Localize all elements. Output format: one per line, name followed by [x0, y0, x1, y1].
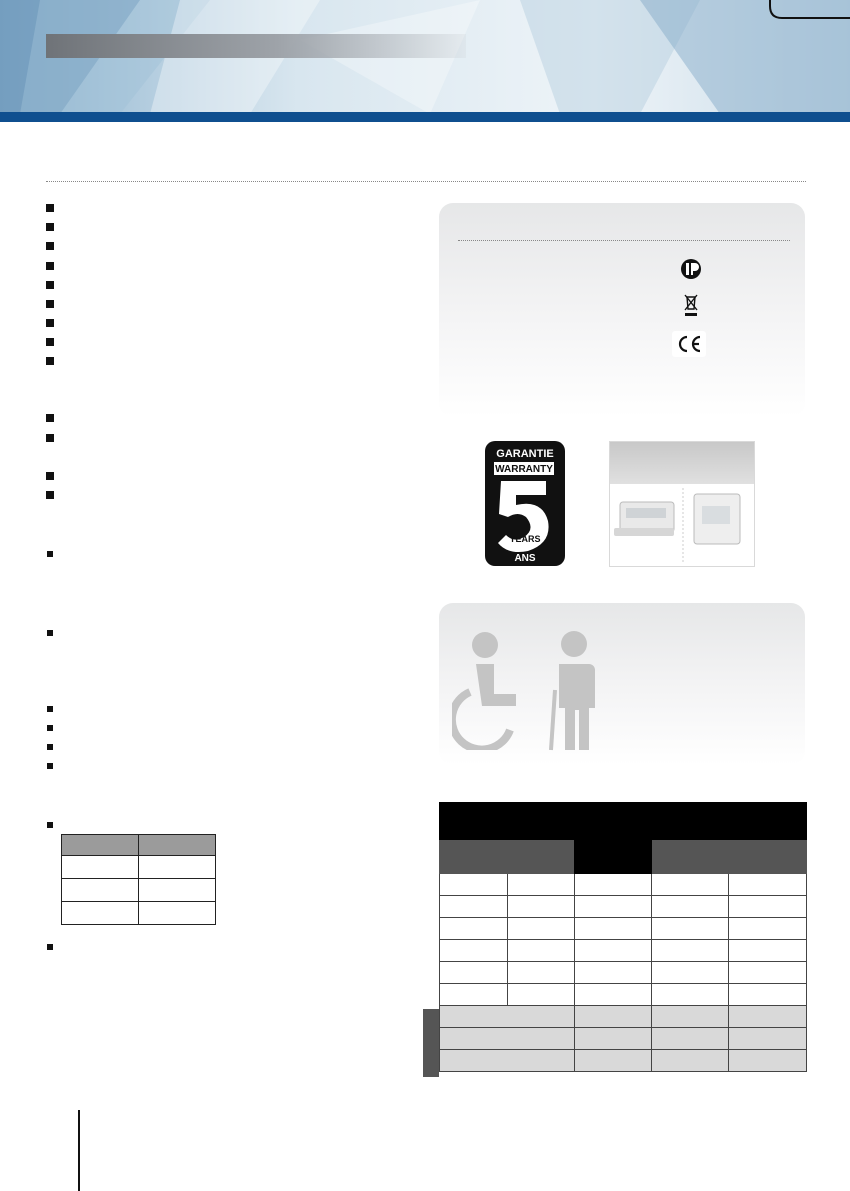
- bullet-marker: [47, 706, 53, 712]
- table-side-tab: [423, 1009, 439, 1077]
- table-row: [440, 1050, 807, 1072]
- bullet-marker: [47, 822, 53, 828]
- warranty-badge: [485, 441, 565, 566]
- bullet-marker: [47, 744, 53, 750]
- ip-rating-icon: [680, 257, 702, 281]
- table-header-cell: [575, 803, 652, 874]
- warranty-years-text: YEARS: [509, 534, 541, 544]
- bullet-marker: [47, 725, 53, 731]
- table-row: [440, 874, 807, 896]
- bullet-marker: [46, 281, 54, 289]
- elderly-person-cane-icon: [543, 630, 605, 752]
- bullet-marker: [46, 491, 54, 499]
- wheelchair-user-icon: [452, 630, 522, 750]
- spec-table-small: [61, 834, 216, 925]
- bullet-marker: [47, 763, 53, 769]
- table-subheader-cell: [440, 840, 508, 874]
- table-subheader-cell: [652, 840, 729, 874]
- table-header-cell: [139, 835, 216, 856]
- bullet-marker: [47, 630, 53, 636]
- bullet-marker: [46, 434, 54, 442]
- product-card-header: [610, 442, 754, 484]
- product-photo-card: [609, 441, 755, 567]
- bullet-marker: [46, 223, 54, 231]
- warranty-ans-text: ANS: [514, 553, 536, 564]
- table-header-cell: [652, 803, 807, 840]
- product-images: [610, 484, 754, 564]
- table-row: [440, 962, 807, 984]
- table-cell: [62, 879, 139, 902]
- warranty-top-text: GARANTIE: [496, 448, 554, 460]
- table-row: [440, 1028, 807, 1050]
- bullet-marker: [46, 262, 54, 270]
- table-header-cell: [62, 835, 139, 856]
- norms-divider: [458, 240, 790, 241]
- table-cell: [139, 902, 216, 925]
- bullet-marker: [47, 944, 53, 950]
- norms-panel: [439, 203, 805, 417]
- table-row: [440, 1006, 807, 1028]
- bullet-marker: [46, 300, 54, 308]
- table-row: [440, 896, 807, 918]
- table-cell: [62, 856, 139, 879]
- section-title-bar: [46, 34, 466, 58]
- footer-margin-line: [78, 1110, 80, 1191]
- section-divider: [46, 181, 806, 182]
- bullet-marker: [46, 204, 54, 212]
- bullet-marker: [46, 338, 54, 346]
- table-cell: [139, 856, 216, 879]
- header-banner: [0, 0, 850, 122]
- table-cell: [62, 902, 139, 925]
- spec-table-large: [439, 802, 807, 1072]
- bullet-marker: [46, 472, 54, 480]
- ce-mark-icon: [672, 331, 706, 357]
- table-row: [440, 918, 807, 940]
- page-tab-corner: [760, 0, 850, 22]
- warranty-label-text: WARRANTY: [495, 464, 553, 475]
- bullet-marker: [46, 242, 54, 250]
- weee-bin-icon: [683, 293, 699, 317]
- table-row: [440, 940, 807, 962]
- bullet-marker: [46, 357, 54, 365]
- table-header-cell: [440, 803, 575, 840]
- bullet-marker: [46, 414, 54, 422]
- table-cell: [139, 879, 216, 902]
- table-subheader-cell: [508, 840, 575, 874]
- table-subheader-cell: [729, 840, 807, 874]
- bullet-marker: [46, 319, 54, 327]
- bullet-marker: [47, 551, 53, 557]
- table-row: [440, 984, 807, 1006]
